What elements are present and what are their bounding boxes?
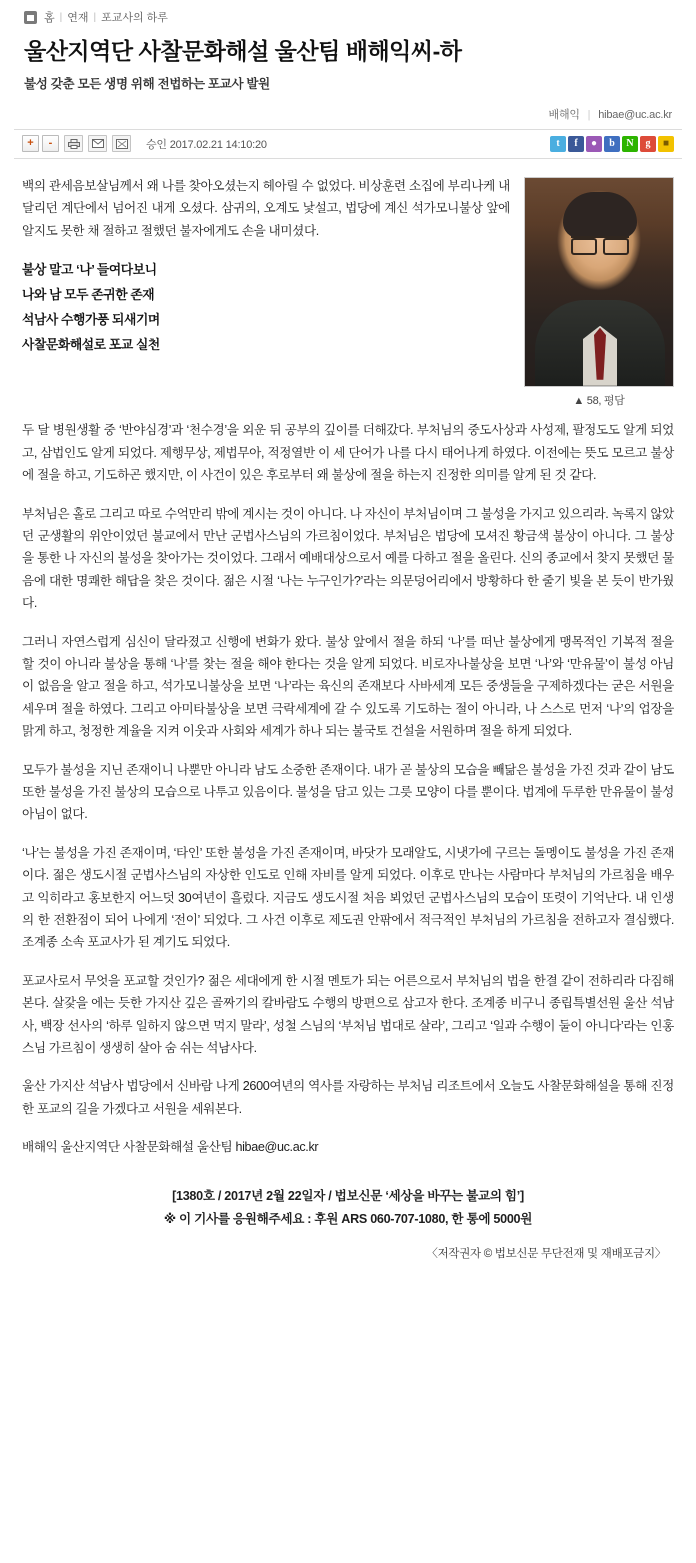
home-icon[interactable] xyxy=(24,11,37,24)
article-subtitle: 불성 갖춘 모든 생명 위해 전법하는 포교사 발원 xyxy=(24,76,270,91)
copyright-notice: 〈저작권자 © 법보신문 무단전재 및 재배포금지〉 xyxy=(426,1248,666,1261)
article-toolbar xyxy=(14,129,682,159)
page-title: 울산지역단 사찰문화해설 울산팀 배해익씨-하 xyxy=(24,38,462,64)
byline-author: 배해익 xyxy=(548,108,580,121)
pull-quote-line-2: 나와 남 모두 존귀한 존재 xyxy=(22,286,155,302)
pull-quote-line-4: 사찰문화해설로 포교 실천 xyxy=(22,336,160,352)
article-body xyxy=(0,159,696,1185)
body-paragraph-5: 모두가 불성을 지닌 존재이니 나뿐만 아니라 남도 소중한 존재이다. 내가 곧 불상의 모습을 빼닮은 불성을 가진 것과 같이 남도 또한 불성을 가진 불상의 모습으로 나투고 있음이다. 불성을 담고 있는 그릇 모양이 다를 뿐이다. 법계에 두루한 만유물이 불성 아님이 없다. xyxy=(22,762,674,822)
toolbar-left-group xyxy=(22,135,267,152)
issue-info: [1380호 / 2017년 2월 22일자 / 법보신문 ‘세상을 바꾸는 불교의 힘’] xyxy=(172,1188,524,1203)
breadcrumb-item-series[interactable]: 연재 xyxy=(67,12,89,24)
body-paragraph-6: ‘나’는 불성을 가진 존재이며, ‘타인’ 또한 불성을 가진 존재이며, 바닷가 모래알도, 시냇가에 구르는 돌멩이도 불성을 가진 존재이다. 젊은 생도시절 군법사스님의 자상한 인도로 인해 자비를 알게 되었다. 이후로 만나는 사람마다 부처님의 가르침을 배우고 익히라고 홍보한지 어느덧 30여년이 흘렀다. 지금도 생도시절 처음 뵈었던 군법사스님의 모습이 또렷이 기억난다. 내 인생의 한 전환점이 되어 나에게 ‘전이’ 되었다. 그 사건 이후로 제도권 안팎에서 적극적인 부처님의 가르침을 전하고자 결심했다. 조계종 소속 포교사가 된 계기도 되었다. xyxy=(22,845,674,950)
body-paragraph-3: 부처님은 홀로 그리고 따로 수억만리 밖에 계시는 것이 아니다. 나 자신이 부처님이며 그 불성을 가지고 있으리라. 녹록지 않았던 군생활의 위안이었던 불교에서 만난 군법사스님의 가르침이었다. 부처님은 법당에 모셔진 황금색 불상이 아니다. 그 불상을 통한 나 자신의 불성을 찾아가는 것이었다. 그래서 예배대상으로서 예를 다하고 절을 올린다. 신의 종교에서 찾지 못했던 물음에 대한 명쾌한 해답을 찾은 것이다. 젊은 시절 ‘나는 누구인가?’라는 의문덩어리에서 방황하다 한 줄기 빛을 본 듯이 반가웠다. xyxy=(22,506,674,611)
font-increase-button[interactable]: + xyxy=(22,135,39,152)
kakaostory-share-icon[interactable]: ● xyxy=(586,136,602,152)
author-signature: 배해익 울산지역단 사찰문화해설 울산팀 hibae@uc.ac.kr xyxy=(22,1140,319,1155)
title-block xyxy=(0,29,696,92)
band-share-icon[interactable]: b xyxy=(604,136,620,152)
breadcrumb-separator-2: | xyxy=(93,11,97,23)
printer-icon[interactable] xyxy=(64,135,83,152)
twitter-share-icon[interactable]: t xyxy=(550,136,566,152)
breadcrumb-item-column[interactable]: 포교사의 하루 xyxy=(101,12,168,24)
body-paragraph-8: 울산 가지산 석남사 법당에서 신바람 나게 2600여년의 역사를 자랑하는 부처님 리조트에서 오늘도 사찰문화해설을 통해 진정한 포교의 길을 가겠다고 서원을 세워본다. xyxy=(22,1079,674,1116)
body-paragraph-7: 포교사로서 무엇을 포교할 것인가? 젊은 세대에게 한 시절 멘토가 되는 어른으로서 부처님의 법을 한결 같이 전하리라 다짐해본다. 살갗을 에는 듯한 가지산 깊은 골짜기의 칼바람도 수행의 방편으로 삼고자 한다. 조계종 비구니 종립특별선원 울산 석남사, 백장 선사의 ‘하루 일하지 않으면 먹지 말라’, 성철 스님의 ‘부처님 법대로 살라’, 그리고 ‘일과 수행이 둘이 아니다’라는 인홍 스님 가르침이 생생히 살아 숨 쉬는 석남사다. xyxy=(22,973,674,1056)
body-paragraph-4: 그러니 자연스럽게 심신이 달라졌고 신행에 변화가 왔다. 불상 앞에서 절을 하되 ‘나’를 떠난 불상에게 맹목적인 기복적 절을 할 것이 아니라 불상을 통해 ‘나’를 찾는 절을 해야 한다는 것을 알게 되었다. 비로자나불상을 보면 ‘나’와 ‘만유물’이 불성 아님이 없음을 알고 절을 하고, 석가모니불상을 보면 ‘나’라는 육신의 존재보다 사바세계 모든 중생들을 구제하겠다는 굳은 서원을 세우며 절을 하였다. 그리고 아미타불상을 보면 극락세계에 갈 수 있도록 기도하는 절이 아니라, 나 스스로 먼저 ‘나’의 업장을 맑게 하고, 청정한 계율을 지켜 이웃과 사회와 세계가 하나 되는 불국토 건설을 서원하며 절을 하게 되었다. xyxy=(22,634,674,739)
byline-email[interactable]: hibae@uc.ac.kr xyxy=(598,108,672,121)
naver-share-icon[interactable]: N xyxy=(622,136,638,152)
breadcrumb-separator-1: | xyxy=(59,11,63,23)
breadcrumb xyxy=(0,0,696,29)
footer-notice xyxy=(0,1185,696,1232)
article-photo-figure xyxy=(524,177,674,412)
body-paragraph-1: 백의 관세음보살님께서 왜 나를 찾아오셨는지 헤아릴 수 없었다. 비상훈련 소집에 부리나케 내달리던 계단에서 넘어진 내게 오셨다. 삼귀의, 오계도 낯설고, 법당에 계신 석가모니불상 앞에 알지도 못한 채 절하고 절했던 불자에게도 손을 내미셨다. xyxy=(22,178,510,238)
more-share-icon[interactable]: ■ xyxy=(658,136,674,152)
pull-quote-line-3: 석남사 수행가풍 되새기며 xyxy=(22,311,160,327)
support-info: ※ 이 기사를 응원해주세요 : 후원 ARS 060-707-1080, 한 통에 5000원 xyxy=(163,1212,533,1226)
pull-quote-line-1: 불상 말고 ‘나’ 들여다보니 xyxy=(22,261,157,277)
byline xyxy=(0,106,696,129)
photo-hair-shape xyxy=(563,192,637,238)
photo-caption: ▲ 58, 평담 xyxy=(573,394,625,407)
sns-share-group xyxy=(550,136,674,152)
scrap-icon[interactable] xyxy=(112,135,131,152)
breadcrumb-home[interactable]: 홈 xyxy=(44,12,55,24)
google-plus-share-icon[interactable]: g xyxy=(640,136,656,152)
font-decrease-button[interactable]: - xyxy=(42,135,59,152)
byline-divider: | xyxy=(587,108,591,121)
body-paragraph-2: 두 달 병원생활 중 ‘반야심경’과 ‘천수경’을 외운 뒤 공부의 깊이를 더해갔다. 부처님의 중도사상과 사성제, 팔정도도 알게 되었고, 삼법인도 알게 되었다. 제행무상, 제법무아, 적정열반 이 세 단어가 나를 다시 태어나게 하였다. 이전에는 뜻도 모르고 불상에 절을 하고, 기도하곤 했지만, 이 사건이 있은 후로부터 왜 불상에 절을 하는지 진정한 의미를 알게 된 것 같다. xyxy=(22,423,674,483)
portrait-photo xyxy=(524,177,674,387)
facebook-share-icon[interactable]: f xyxy=(568,136,584,152)
approval-timestamp: 승인 2017.02.21 14:10:20 xyxy=(146,138,267,151)
photo-glasses-shape xyxy=(571,236,629,253)
mail-icon[interactable] xyxy=(88,135,107,152)
